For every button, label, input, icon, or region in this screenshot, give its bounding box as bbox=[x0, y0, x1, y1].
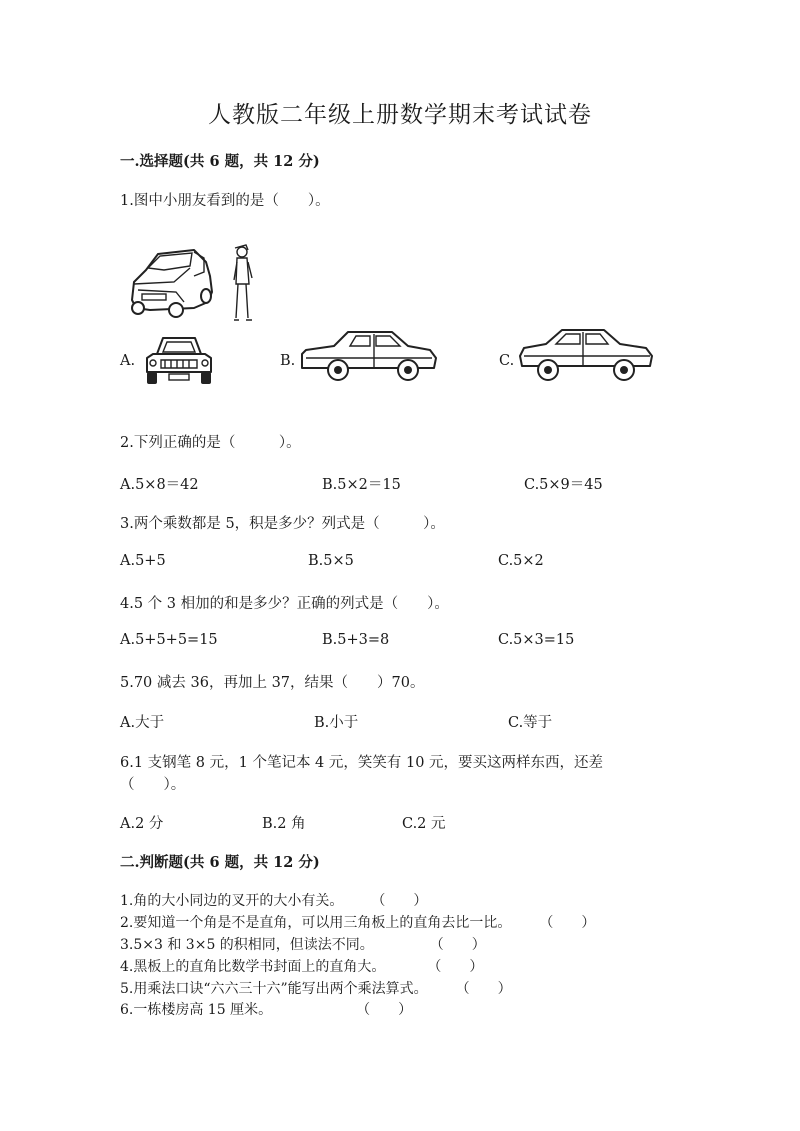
car-side-view-right-icon bbox=[298, 328, 440, 386]
page-title: 人教版二年级上册数学期末考试试卷 bbox=[208, 102, 592, 128]
q2-option-a[interactable]: A.5×8＝42 bbox=[120, 477, 199, 493]
q5-option-b[interactable]: B.小于 bbox=[314, 715, 359, 731]
q3-option-c[interactable]: C.5×2 bbox=[498, 553, 544, 569]
judgement-item-1[interactable]: 1.角的大小同边的叉开的大小有关。 （ ） bbox=[120, 893, 428, 909]
car-front-view-icon bbox=[143, 332, 215, 388]
q6-option-a[interactable]: A.2 分 bbox=[120, 816, 164, 832]
q6-option-b[interactable]: B.2 角 bbox=[262, 816, 306, 832]
judgement-item-6[interactable]: 6.一栋楼房高 15 厘米。 （ ） bbox=[120, 1002, 413, 1018]
judgement-item-2[interactable]: 2.要知道一个角是不是直角，可以用三角板上的直角去比一比。 （ ） bbox=[120, 915, 596, 931]
q1-option-a-label[interactable]: A. bbox=[120, 353, 136, 369]
section-heading-choice: 一.选择题(共 6 题，共 12 分) bbox=[120, 153, 320, 170]
section-heading-judgement: 二.判断题(共 6 题，共 12 分) bbox=[120, 854, 320, 871]
question-2-text: 2.下列正确的是（ ）。 bbox=[120, 435, 301, 451]
q5-option-a[interactable]: A.大于 bbox=[120, 715, 165, 731]
three-quarter-car-drawing bbox=[132, 250, 212, 317]
q1-option-b-label[interactable]: B. bbox=[280, 353, 296, 369]
question-4-text: 4.5 个 3 相加的和是多少？正确的列式是（ ）。 bbox=[120, 596, 449, 612]
question-6-text-line2: （ ）。 bbox=[120, 777, 186, 793]
judgement-item-5[interactable]: 5.用乘法口诀“六六三十六”能写出两个乘法算式。 （ ） bbox=[120, 981, 512, 997]
judgement-item-3[interactable]: 3.5×3 和 3×5 的积相同，但读法不同。 （ ） bbox=[120, 937, 486, 953]
q6-option-c[interactable]: C.2 元 bbox=[402, 816, 446, 832]
car-and-child-illustration bbox=[124, 240, 264, 332]
q4-option-a[interactable]: A.5+5+5=15 bbox=[120, 632, 218, 648]
car-side-view-left-icon bbox=[516, 326, 656, 386]
q3-option-b[interactable]: B.5×5 bbox=[308, 553, 354, 569]
q4-option-c[interactable]: C.5×3=15 bbox=[498, 632, 575, 648]
q2-option-b[interactable]: B.5×2＝15 bbox=[322, 477, 401, 493]
q2-option-c[interactable]: C.5×9＝45 bbox=[524, 477, 603, 493]
question-3-text: 3.两个乘数都是 5，积是多少？列式是（ ）。 bbox=[120, 516, 445, 532]
question-1-text: 1.图中小朋友看到的是（ ）。 bbox=[120, 193, 330, 209]
q3-option-a[interactable]: A.5+5 bbox=[120, 553, 166, 569]
judgement-item-4[interactable]: 4.黑板上的直角比数学书封面上的直角大。 （ ） bbox=[120, 959, 484, 975]
q1-option-c-label[interactable]: C. bbox=[499, 353, 515, 369]
q4-option-b[interactable]: B.5+3=8 bbox=[322, 632, 390, 648]
child-figure-drawing bbox=[234, 245, 252, 320]
question-6-text-line1: 6.1 支钢笔 8 元，1 个笔记本 4 元，笑笑有 10 元，要买这两样东西，还差 bbox=[120, 755, 604, 771]
question-5-text: 5.70 减去 36，再加上 37，结果（ ）70。 bbox=[120, 675, 425, 691]
q5-option-c[interactable]: C.等于 bbox=[508, 715, 553, 731]
